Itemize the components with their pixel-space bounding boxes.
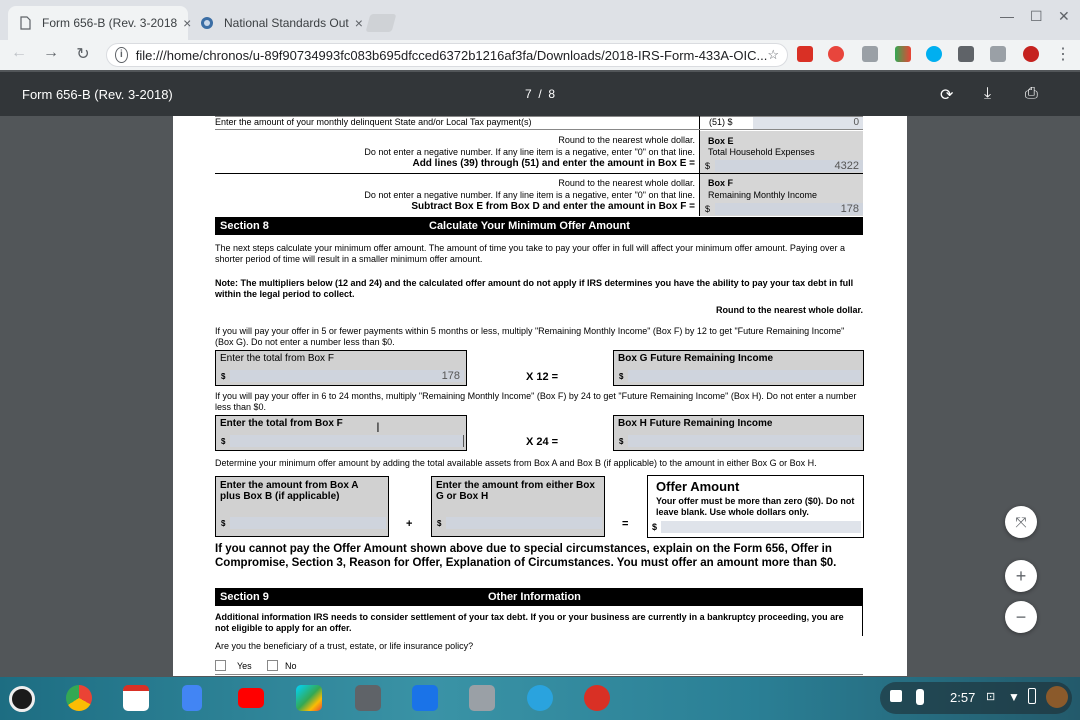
section8-title: Calculate Your Minimum Offer Amount	[429, 220, 630, 232]
beneficiary-question: Are you the beneficiary of a trust, estate, or life insurance policy?	[215, 641, 474, 651]
microphone-icon[interactable]	[584, 685, 610, 711]
section8-number: Section 8	[220, 220, 269, 232]
pdf-toolbar	[0, 72, 1080, 116]
yes-checkbox[interactable]	[215, 660, 226, 671]
boxE-title: Box E	[708, 136, 734, 146]
dollar-sign: $	[652, 522, 658, 532]
notification-icon: ⊡	[986, 691, 996, 703]
shelf	[0, 677, 1080, 720]
system-tray[interactable]	[880, 682, 1072, 714]
boxG-input[interactable]	[628, 370, 861, 382]
screenshot-icon	[890, 690, 902, 702]
determine-text: Determine your minimum offer amount by adding the total available assets from Box A and Box B (if applicable) to the amount in either Box G or Box H.	[215, 458, 817, 468]
boxF-entry-label: Enter the total from Box F	[220, 353, 334, 364]
boxF-dollar: $	[705, 204, 711, 214]
tab-label: Form 656-B (Rev. 3-2018	[42, 16, 178, 30]
extension-icon[interactable]	[1023, 46, 1039, 62]
gmail-icon[interactable]	[123, 685, 149, 711]
url-text: file:///home/chronos/u-89f90734993fc083b695dfcced6372b1216af3fa/Downloads/2018-IRS-Form-433A-OIC...	[135, 47, 768, 63]
current-page[interactable]: 7	[525, 87, 532, 101]
special-circumstances-text: If you cannot pay the Offer Amount shown above due to special circumstances, explain on the Form 656, Offer in Compromise, Section 3, Reason for Offer, Explanation of Circumstances. You must offer an amount more than $0.	[215, 543, 837, 569]
tab-national-standards[interactable]	[190, 6, 363, 40]
boxF-instruction: Subtract Box E from Box D and enter the amount in Box F =	[411, 201, 695, 212]
boxGH-label: Enter the amount from either Box G or Box H	[436, 480, 595, 502]
boxGH-container	[431, 476, 605, 537]
extension-icon[interactable]	[828, 46, 844, 62]
boxG-container	[613, 350, 864, 386]
boxE-instruction: Add lines (39) through (51) and enter the amount in Box E =	[412, 158, 695, 169]
address-bar[interactable]	[106, 43, 788, 67]
browser-toolbar	[0, 40, 1080, 70]
skype-icon[interactable]	[926, 46, 942, 62]
line51-label: (51) $	[709, 117, 733, 127]
boxAB-input[interactable]	[230, 517, 386, 529]
section9-header	[215, 588, 863, 606]
section9-number: Section 9	[220, 591, 269, 603]
extension-icon[interactable]	[797, 46, 813, 62]
boxAB-container	[215, 476, 389, 537]
line51-text: Enter the amount of your monthly delinquent State and/or Local Tax payment(s)	[215, 117, 532, 127]
youtube-icon[interactable]	[238, 688, 264, 708]
close-window-icon[interactable]: ✕	[1058, 8, 1070, 24]
print-icon[interactable]: ⎙	[1025, 85, 1038, 102]
boxF-negative: Do not enter a negative number. If any line item is a negative, enter "0" on that line.	[364, 190, 695, 200]
zoom-in-icon[interactable]: +	[1005, 560, 1037, 592]
boxE-round: Round to the nearest whole dollar.	[558, 135, 695, 145]
line51-input[interactable]: 0	[753, 117, 863, 129]
offer-amount-input[interactable]	[661, 521, 861, 533]
multiply-24: X 24 =	[526, 436, 559, 448]
boxE-negative: Do not enter a negative number. If any line item is a negative, enter "0" on that line.	[364, 147, 695, 157]
boxF-round: Round to the nearest whole dollar.	[558, 178, 695, 188]
dollar-sign: $	[221, 437, 226, 446]
chrome-icon[interactable]	[66, 685, 92, 711]
calculator-icon[interactable]	[355, 685, 381, 711]
extension-icon[interactable]	[990, 46, 1006, 62]
total-pages: 8	[548, 87, 556, 101]
extension-icon[interactable]	[958, 46, 974, 62]
page-indicator	[525, 87, 555, 101]
wifi-icon: ▼	[1008, 690, 1020, 704]
section8-intro: The next steps calculate your minimum offer amount. The amount of time you take to pay your offer in full will affect your minimum offer amount. Paying over a shorter period of time will result in a smaller minimum offer amount.	[215, 243, 845, 264]
yes-label: Yes	[237, 661, 252, 671]
page-separator: /	[538, 87, 542, 101]
pdf-page	[173, 116, 907, 676]
dollar-sign: $	[619, 372, 624, 381]
boxF-entry-24	[215, 415, 467, 451]
document-icon	[18, 16, 32, 30]
offer-amount-note: Your offer must be more than zero ($0). Do not leave blank. Use whole dollars only.	[656, 496, 855, 517]
boxF-entry-input[interactable]: 178	[230, 370, 464, 382]
download-icon[interactable]: ⤓	[984, 85, 992, 102]
docs-icon[interactable]	[182, 685, 202, 711]
tab-strip	[0, 0, 1080, 40]
tab-close-icon[interactable]: ×	[183, 15, 192, 31]
dollar-sign: $	[221, 519, 226, 528]
back-icon[interactable]: ←	[11, 44, 27, 61]
tab-form-656b[interactable]	[8, 6, 192, 40]
forward-icon[interactable]: →	[43, 44, 59, 61]
reload-icon[interactable]: ↻	[76, 46, 90, 63]
launcher-icon[interactable]	[9, 686, 35, 712]
fit-to-page-icon[interactable]: ⤧	[1005, 506, 1037, 538]
boxF-entry-input[interactable]	[230, 435, 464, 447]
irs-seal-icon	[200, 16, 214, 30]
clock-time: 2:57	[950, 690, 976, 705]
section8-round: Round to the nearest whole dollar.	[715, 305, 863, 315]
boxH-label: Box H Future Remaining Income	[618, 418, 773, 429]
menu-icon[interactable]: ⋮	[1055, 46, 1071, 63]
dollar-sign: $	[619, 437, 624, 446]
five-months-text: If you will pay your offer in 5 or fewer payments within 5 months or less, multiply "Remaining Monthly Income" (Box F) by 12 to get "Future Remaining Income" (Box G). Do not enter a number less than $0.	[215, 326, 845, 347]
dollar-sign: $	[221, 372, 226, 381]
info-icon[interactable]: i	[115, 47, 128, 63]
avatar	[1046, 686, 1068, 708]
boxH-container	[613, 415, 864, 451]
equals-sign: =	[622, 518, 629, 530]
boxAB-label: Enter the amount from Box A plus Box B (if applicable)	[220, 480, 359, 502]
boxH-input[interactable]	[628, 435, 861, 447]
gallery-icon[interactable]	[469, 685, 495, 711]
dollar-sign: $	[437, 519, 442, 528]
multiply-12: X 12 =	[526, 371, 559, 383]
section9-additional: Additional information IRS needs to consider settlement of your tax debt. If you or your business are currently in a bankruptcy proceeding, you are not eligible to apply for an offer.	[215, 612, 844, 633]
boxGH-input[interactable]	[446, 517, 602, 529]
offer-amount-title: Offer Amount	[656, 479, 740, 494]
text-cursor-icon: I	[376, 419, 380, 435]
plus-sign: +	[406, 518, 413, 530]
boxE-input[interactable]: 4322	[715, 160, 863, 172]
boxE-subtitle: Total Household Expenses	[708, 147, 815, 157]
files-icon[interactable]	[412, 685, 438, 711]
new-tab-button[interactable]	[366, 14, 397, 32]
zoom-out-icon[interactable]: −	[1005, 601, 1037, 633]
offer-amount-box	[647, 475, 864, 538]
tab-label: National Standards Out	[224, 16, 349, 30]
section9-title: Other Information	[488, 591, 581, 603]
stylus-icon	[916, 689, 924, 705]
maximize-icon[interactable]: ☐	[1030, 8, 1043, 24]
extension-icon[interactable]	[862, 46, 878, 62]
extension-icon[interactable]	[895, 46, 911, 62]
section8-note: Note: The multipliers below (12 and 24) and the calculated offer amount do not apply if IRS determines you have the ability to pay your tax debt in full within the legal period to collect.	[215, 278, 854, 299]
telegram-icon[interactable]	[527, 685, 553, 711]
minimize-icon[interactable]: —	[1000, 8, 1014, 24]
rotate-icon[interactable]: ⟳	[940, 87, 954, 104]
boxF-entry-label: Enter the total from Box F	[220, 418, 343, 429]
boxF-input[interactable]: 178	[715, 203, 863, 215]
no-checkbox[interactable]	[267, 660, 278, 671]
bookmark-star-icon[interactable]: ☆	[767, 47, 779, 62]
boxG-label: Box G Future Remaining Income	[618, 353, 774, 364]
no-label: No	[285, 661, 297, 671]
twentyfour-months-text: If you will pay your offer in 6 to 24 months, multiply "Remaining Monthly Income" (Box F) by 24 to get "Future Remaining Income" (Box H). Do not enter a number less than $0.	[215, 391, 857, 412]
pdf-title: Form 656-B (Rev. 3-2018)	[22, 87, 173, 102]
boxE-dollar: $	[705, 161, 711, 171]
boxF-title: Box F	[708, 178, 734, 188]
battery-icon	[1028, 688, 1036, 704]
section8-header	[215, 217, 863, 235]
play-store-icon[interactable]	[296, 685, 322, 711]
boxF-entry-12	[215, 350, 467, 386]
boxF-subtitle: Remaining Monthly Income	[708, 190, 818, 200]
tab-close-icon[interactable]: ×	[354, 15, 363, 31]
